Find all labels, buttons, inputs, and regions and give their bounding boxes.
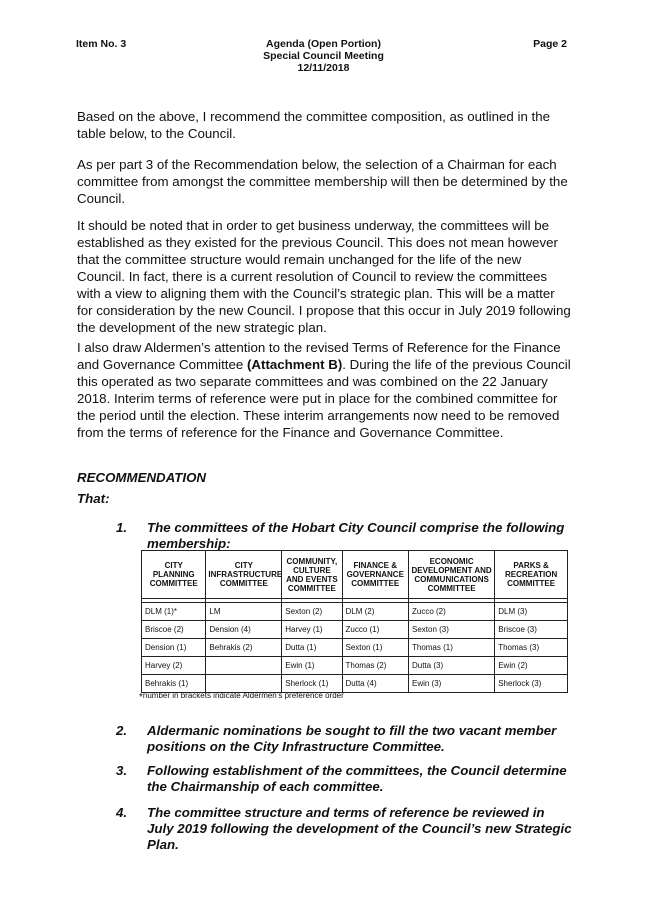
table-cell: Dension (1) (142, 639, 206, 657)
paragraph-recommend-composition: Based on the above, I recommend the committee composition, as outlined in the table below, to the Council. (77, 109, 551, 141)
item-text: The committees of the Hobart City Council comprise the following membership: (147, 520, 565, 551)
table-cell: Sexton (1) (342, 639, 408, 657)
table-header-row (142, 551, 568, 599)
table-cell: Briscoe (3) (495, 621, 568, 639)
col-header-community-culture-events: COMMUNITY, CULTURE AND EVENTS COMMITTEE (282, 551, 342, 599)
table-cell: Behrakis (1) (142, 675, 206, 693)
col-header-city-planning: CITY PLANNING COMMITTEE (142, 551, 206, 599)
table-cell: DLM (1)* (142, 603, 206, 621)
table-footnote (139, 690, 344, 701)
table-row (142, 657, 568, 675)
item-number: 1. (116, 520, 128, 535)
item-number: 3. (116, 763, 128, 778)
table-cell: Sherlock (1) (282, 675, 342, 693)
header-line-date: 12/11/2018 (297, 62, 350, 74)
p4-text-before: I also draw Aldermen’s attention to the revised Terms of Reference for the Finance and Governance Committee (77, 340, 561, 372)
item-number: 2. (116, 723, 128, 738)
table-cell: Dutta (1) (282, 639, 342, 657)
item-text: The committee structure and terms of reference be reviewed in July 2019 following the development of the Council’s new Strategic Plan. (147, 805, 572, 852)
committee-membership-table (141, 550, 568, 693)
table-cell: Thomas (1) (408, 639, 494, 657)
col-header-parks-recreation: PARKS & RECREATION COMMITTEE (495, 551, 568, 599)
table-cell: LM (206, 603, 282, 621)
table-cell (206, 657, 282, 675)
col-header-finance-governance: FINANCE & GOVERNANCE COMMITTEE (342, 551, 408, 599)
table-cell: Dutta (3) (408, 657, 494, 675)
table-cell: Thomas (2) (342, 657, 408, 675)
table-cell: Harvey (1) (282, 621, 342, 639)
table-cell: Sexton (3) (408, 621, 494, 639)
table-cell: Sexton (2) (282, 603, 342, 621)
table-row (142, 639, 568, 657)
table-cell: DLM (2) (342, 603, 408, 621)
table-cell: Ewin (3) (408, 675, 494, 693)
paragraph-committee-structure-note: It should be noted that in order to get business underway, the committees will be established as they existed for the previous Council. This does not mean however that the committee structure would remain unchanged for the life of the new Council. In fact, there is a current resolution of Council to review the committees with a view to aligning them with the Council’s strategic plan. This will be a matter for consideration by the new Council. I propose that this occur in July 2019 following the development of the new strategic plan. (77, 218, 571, 335)
that-label: That: (77, 491, 110, 506)
table-cell: Behrakis (2) (206, 639, 282, 657)
footnote-asterisk: * (139, 692, 143, 703)
table-cell: Sherlock (3) (495, 675, 568, 693)
table-cell: Thomas (3) (495, 639, 568, 657)
header-line-agenda: Agenda (Open Portion) (266, 38, 381, 50)
table-cell: Zucco (1) (342, 621, 408, 639)
header-line-meeting: Special Council Meeting (263, 50, 384, 62)
table-cell: Ewin (1) (282, 657, 342, 675)
header-page-number: Page 2 (533, 38, 567, 50)
col-header-economic-development: ECONOMIC DEVELOPMENT AND COMMUNICATIONS COMMITTEE (408, 551, 494, 599)
table-cell: Dension (4) (206, 621, 282, 639)
item-text: Aldermanic nominations be sought to fill the two vacant member positions on the City Infrastructure Committee. (147, 723, 557, 754)
table-cell: DLM (3) (495, 603, 568, 621)
recommendation-heading: RECOMMENDATION (77, 470, 207, 485)
paragraph-chairman-selection: As per part 3 of the Recommendation below, the selection of a Chairman for each committee from amongst the committee membership will then be determined by the Council. (77, 157, 568, 206)
attachment-b-reference: (Attachment B) (247, 357, 343, 372)
table-row (142, 621, 568, 639)
item-text: Following establishment of the committees, the Council determine the Chairmanship of each committee. (147, 763, 567, 794)
footnote-text: number in brackets indicate Aldermen’s preference order (142, 691, 344, 700)
paragraph-terms-of-reference (77, 339, 571, 441)
p4-text-after: . During the life of the previous Council this operated as two separate committees and was combined on the 22 January 2018. Interim terms of reference were put in place for the combined committee for the period until the election. These interim arrangements now need to be removed from the terms of reference for the Finance and Governance Committee. (77, 357, 571, 440)
header-item-number: Item No. 3 (76, 38, 127, 50)
table-row (142, 603, 568, 621)
table-cell: Zucco (2) (408, 603, 494, 621)
table-cell: Briscoe (2) (142, 621, 206, 639)
table-cell: Dutta (4) (342, 675, 408, 693)
item-number: 4. (116, 805, 128, 820)
table-cell: Harvey (2) (142, 657, 206, 675)
col-header-city-infrastructure: CITY INFRASTRUCTURE COMMITTEE (206, 551, 282, 599)
table-cell: Ewin (2) (495, 657, 568, 675)
